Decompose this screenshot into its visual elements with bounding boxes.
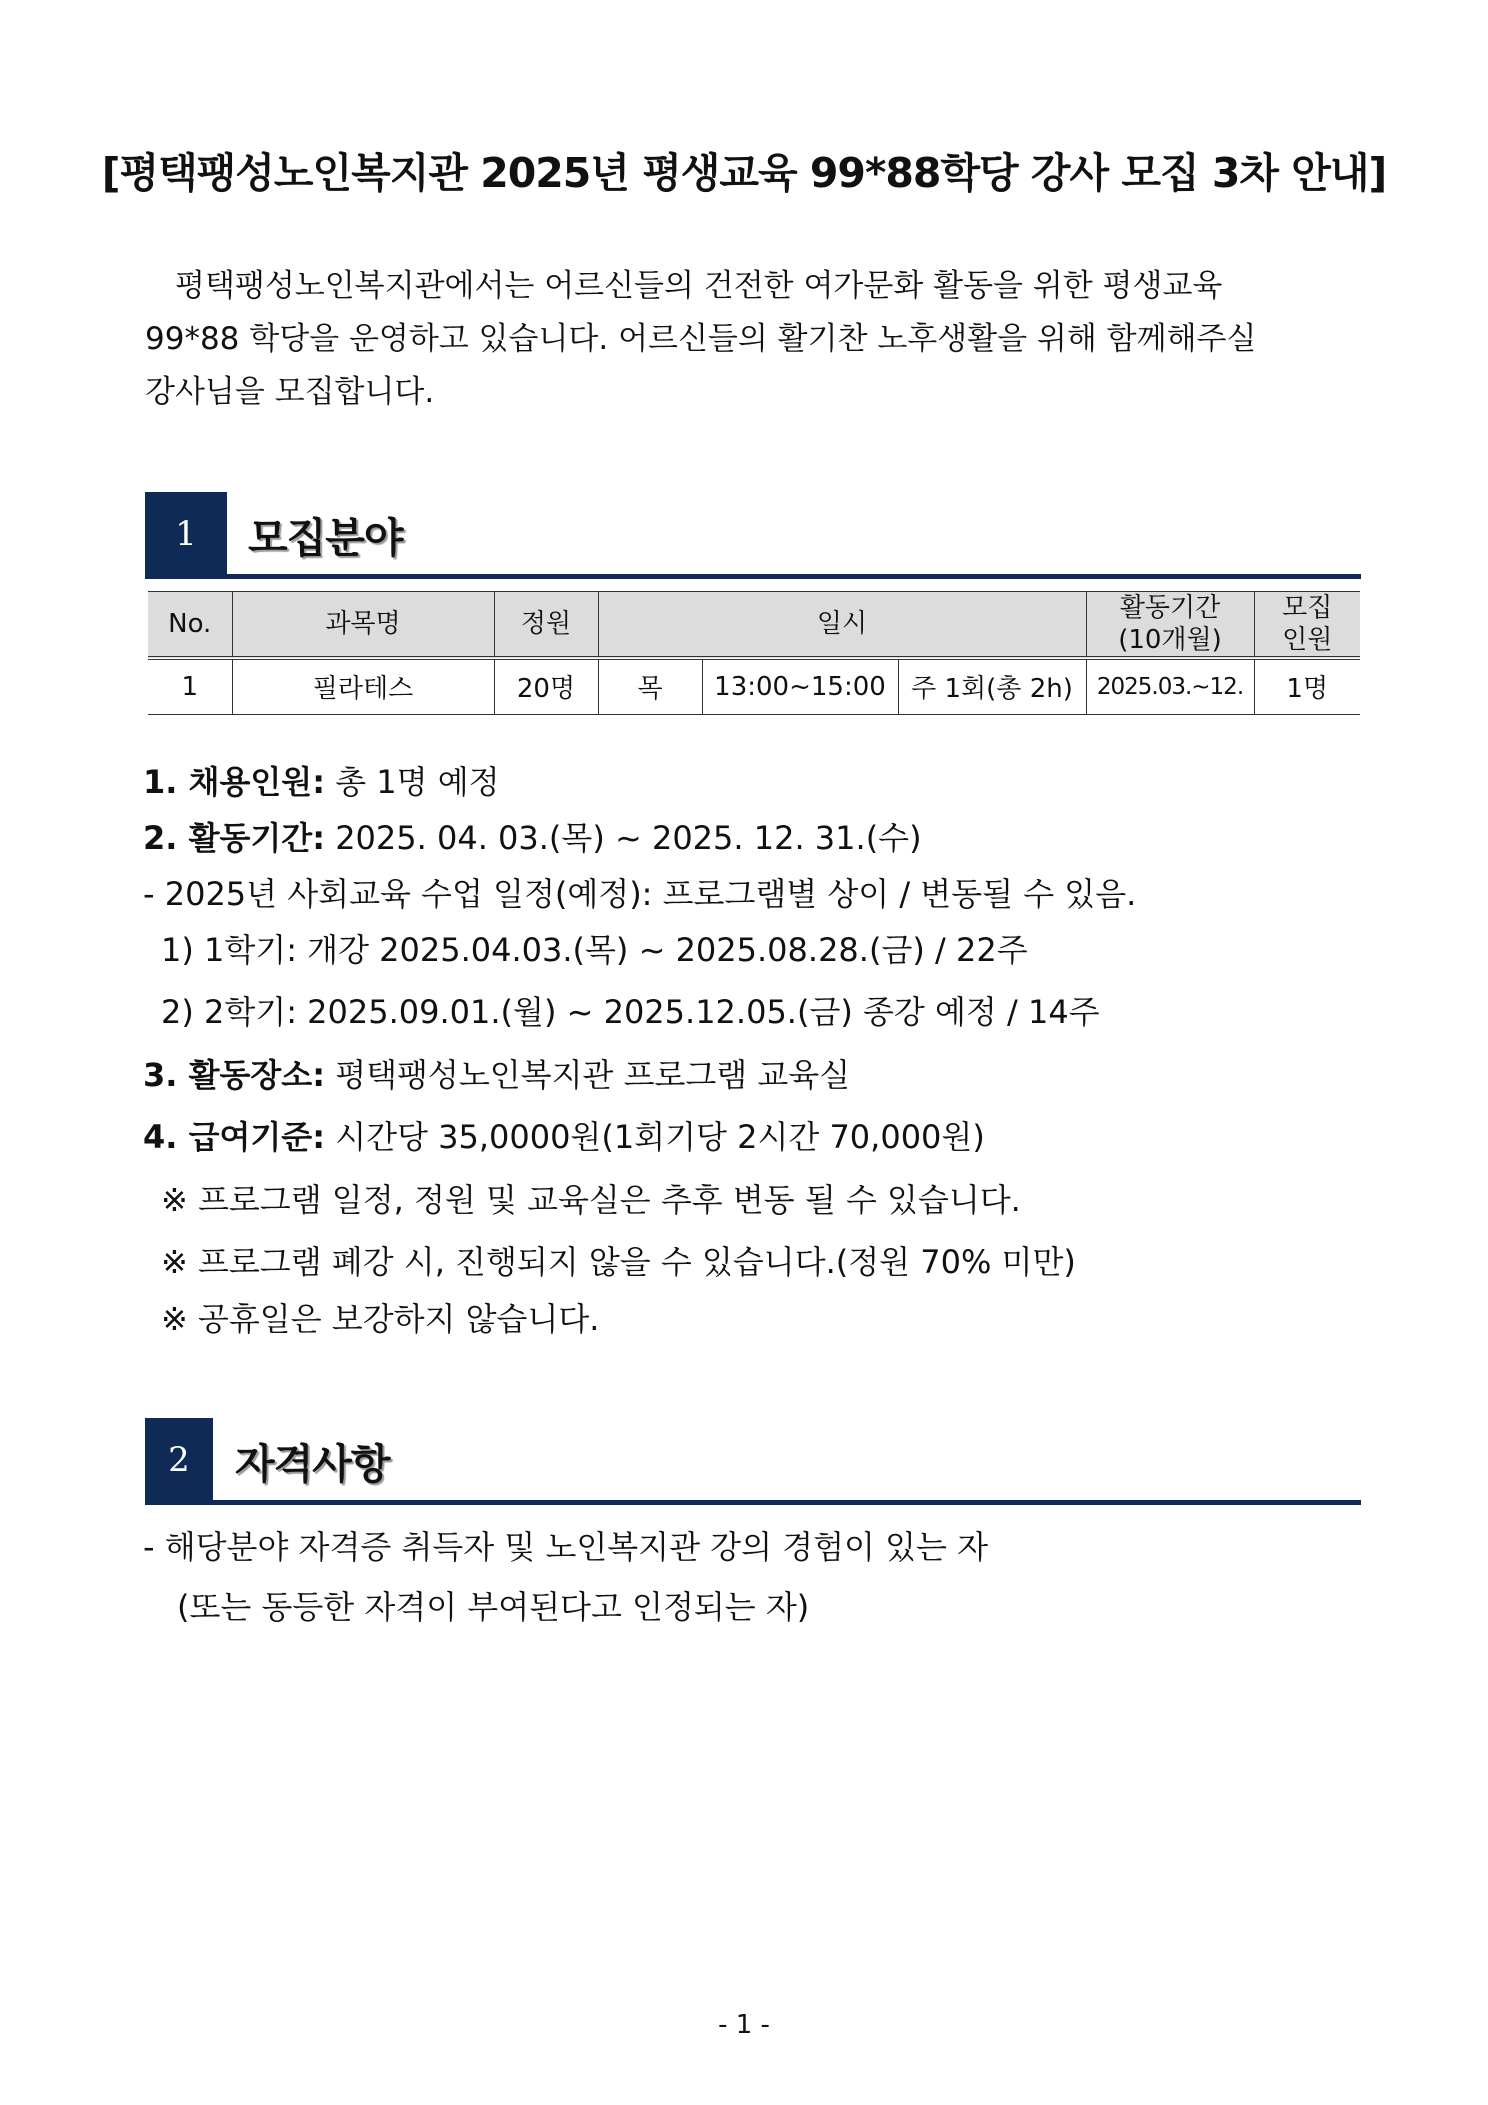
header-subject: 과목명 bbox=[232, 592, 494, 659]
detail-headcount-label: 1. 채용인원: bbox=[143, 763, 326, 801]
detail-note-2: ※ 프로그램 폐강 시, 진행되지 않을 수 있습니다.(정원 70% 미만) bbox=[161, 1243, 1076, 1281]
section-number: 2 bbox=[145, 1418, 213, 1502]
header-period-line2: (10개월) bbox=[1118, 625, 1222, 655]
detail-headcount bbox=[143, 757, 500, 803]
section-rule bbox=[145, 574, 1361, 579]
qualification-line-1: - 해당분야 자격증 취득자 및 노인복지관 강의 경험이 있는 자 bbox=[143, 1528, 988, 1566]
section-title: 자격사항 bbox=[235, 1439, 390, 1488]
detail-location-value: 평택팽성노인복지관 프로그램 교육실 bbox=[335, 1056, 851, 1094]
section-header-qualifications bbox=[145, 1418, 1361, 1506]
detail-pay-value: 시간당 35,0000원(1회기당 2시간 70,000원) bbox=[335, 1118, 985, 1156]
document-title: [평택팽성노인복지관 2025년 평생교육 99*88학당 강사 모집 3차 안내] bbox=[101, 149, 1387, 197]
intro-line-1: 평택팽성노인복지관에서는 어르신들의 건전한 여가문화 활동을 위한 평생교육 bbox=[175, 268, 1223, 304]
recruitment-table bbox=[148, 591, 1360, 715]
header-period bbox=[1086, 592, 1254, 659]
cell-subject: 필라테스 bbox=[232, 658, 494, 714]
cell-hires: 1명 bbox=[1254, 658, 1360, 714]
detail-location-label: 3. 활동장소: bbox=[143, 1056, 326, 1094]
header-hires bbox=[1254, 592, 1360, 659]
detail-term-1: 1) 1학기: 개강 2025.04.03.(목) ~ 2025.08.28.(금) / 22주 bbox=[161, 931, 1028, 969]
header-hires-line2: 인원 bbox=[1282, 625, 1333, 655]
cell-time: 13:00~15:00 bbox=[702, 658, 898, 714]
cell-day: 목 bbox=[598, 658, 702, 714]
section-number: 1 bbox=[145, 492, 227, 576]
section-rule bbox=[145, 1500, 1361, 1505]
cell-capacity: 20명 bbox=[494, 658, 598, 714]
intro-line-3: 강사님을 모집합니다. bbox=[145, 374, 435, 410]
intro-line-2: 99*88 학당을 운영하고 있습니다. 어르신들의 활기찬 노후생활을 위해 함께해주실 bbox=[145, 321, 1257, 357]
detail-period-value: 2025. 04. 03.(목) ~ 2025. 12. 31.(수) bbox=[335, 819, 922, 857]
header-schedule: 일시 bbox=[598, 592, 1086, 659]
detail-note-1: ※ 프로그램 일정, 정원 및 교육실은 추후 변동 될 수 있습니다. bbox=[161, 1181, 1021, 1219]
qualification-line-2: (또는 동등한 자격이 부여된다고 인정되는 자) bbox=[177, 1588, 810, 1626]
table-header-row bbox=[148, 592, 1360, 659]
detail-term-2: 2) 2학기: 2025.09.01.(월) ~ 2025.12.05.(금) 종강 예정 / 14주 bbox=[161, 993, 1100, 1031]
detail-period bbox=[143, 813, 922, 859]
intro-paragraph bbox=[145, 260, 1345, 419]
cell-period: 2025.03.~12. bbox=[1086, 658, 1254, 714]
detail-pay-label: 4. 급여기준: bbox=[143, 1118, 326, 1156]
section-title: 모집분야 bbox=[248, 513, 403, 562]
cell-frequency: 주 1회(총 2h) bbox=[898, 658, 1086, 714]
table-row bbox=[148, 658, 1360, 714]
header-capacity: 정원 bbox=[494, 592, 598, 659]
detail-location bbox=[143, 1050, 850, 1096]
section-header-recruitment bbox=[145, 492, 1361, 580]
page-number: - 1 - bbox=[718, 2010, 770, 2040]
detail-headcount-value: 총 1명 예정 bbox=[335, 763, 500, 801]
detail-pay bbox=[143, 1112, 985, 1158]
detail-schedule-note: - 2025년 사회교육 수업 일정(예정): 프로그램별 상이 / 변동될 수 있음. bbox=[143, 875, 1137, 913]
header-no: No. bbox=[148, 592, 232, 659]
header-hires-line1: 모집 bbox=[1282, 593, 1333, 623]
detail-note-3: ※ 공휴일은 보강하지 않습니다. bbox=[161, 1300, 600, 1338]
detail-period-label: 2. 활동기간: bbox=[143, 819, 326, 857]
header-period-line1: 활동기간 bbox=[1119, 593, 1221, 623]
cell-no: 1 bbox=[148, 658, 232, 714]
